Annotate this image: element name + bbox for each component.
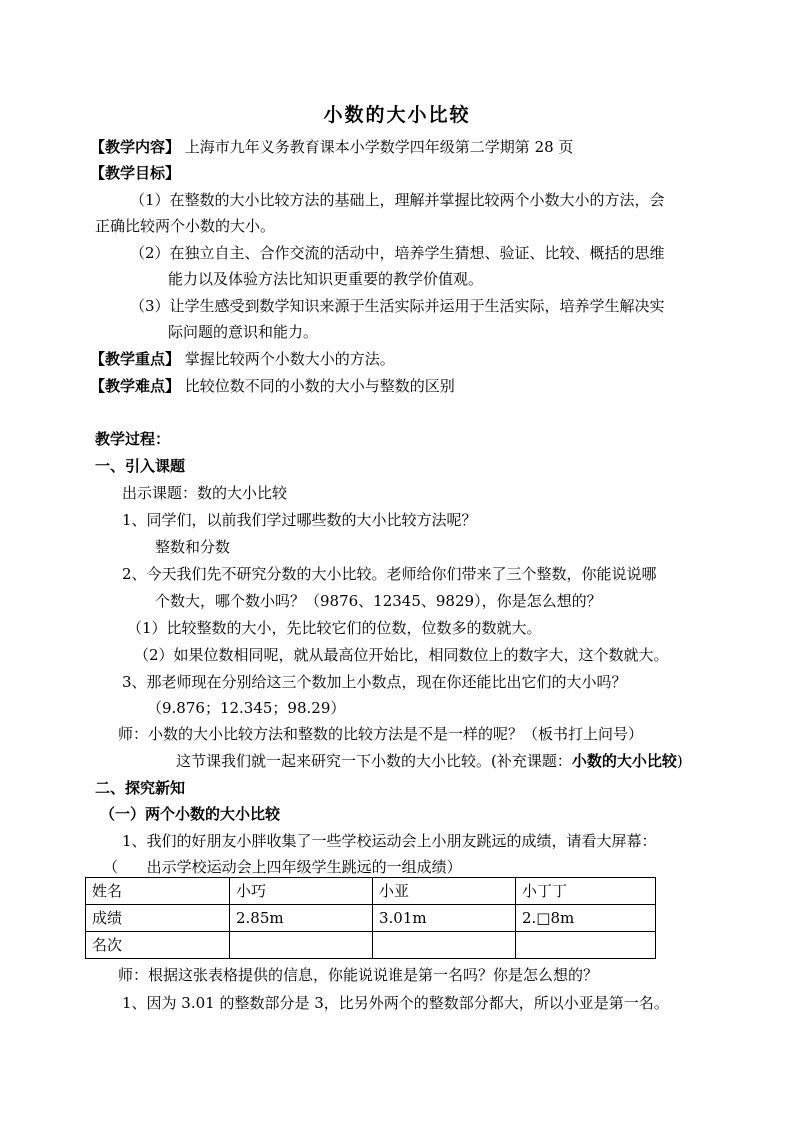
integer-rule-1: （1）比较整数的大小，先比较它们的位数，位数多的数就大。	[127, 619, 542, 637]
table-cell: 姓名	[86, 878, 230, 905]
difficulty-line	[90, 376, 455, 396]
objective-3-line-b: 际问题的意识和能力。	[168, 323, 319, 341]
table-row	[86, 905, 656, 932]
section-2-heading: 二、探究新知	[95, 779, 186, 797]
table-cell: 小巧	[230, 878, 373, 905]
question-2-line-b: 个数大，哪个数小吗？（9876、12345、9829），你是怎么想的？	[155, 592, 602, 610]
table-cell: 小丁丁	[516, 878, 656, 905]
question-1: 1、同学们，以前我们学过哪些数的大小比较方法呢？	[122, 511, 477, 529]
subsection-1-paragraph: 1、我们的好朋友小胖收集了一些学校运动会上小朋友跳远的成绩，请看大屏幕：	[122, 832, 657, 850]
table-row	[86, 878, 656, 905]
question-1-answer: 整数和分数	[155, 538, 231, 556]
table-cell: 成绩	[86, 905, 230, 932]
teaching-content-text: 上海市九年义务教育课本小学数学四年级第二学期第 28 页	[184, 138, 574, 156]
section-1-heading: 一、引入课题	[95, 457, 186, 475]
question-3-numbers: （9.876；12.345；98.29）	[147, 699, 346, 717]
integer-rule-2: （2）如果位数相同呢，就从最高位开始比，相同数位上的数字大，这个数就大。	[134, 646, 669, 664]
topic-supplement-line	[176, 751, 683, 771]
question-2-line-a: 2、今天我们先不研究分数的大小比较。老师给你们带来了三个整数，你能说说哪	[122, 565, 657, 583]
table-caption: （ 出示学校运动会上四年级学生跳远的一组成绩）	[103, 858, 462, 876]
teaching-objectives-label: 【教学目标】	[90, 164, 181, 182]
keypoint-line	[90, 349, 395, 369]
table-question: 师：根据这张表格提供的信息，你能说说谁是第一名吗？你是怎么想的？	[118, 966, 599, 984]
table-cell: 2.85m	[230, 905, 373, 932]
teacher-question: 师：小数的大小比较方法和整数的比较方法是不是一样的呢？（板书打上问号）	[118, 725, 644, 743]
difficulty-text: 比较位数不同的小数的大小与整数的区别	[184, 377, 455, 395]
table-cell: 3.01m	[373, 905, 516, 932]
objective-3-line-a: （3）让学生感受到数学知识来源于生活实际并运用于生活实际，培养学生解决实	[130, 297, 665, 315]
table-cell	[230, 932, 373, 959]
topic-supplement-suffix: )	[676, 752, 683, 770]
objective-2-line-b: 能力以及体验方法比知识更重要的教学价值观。	[168, 270, 484, 288]
question-3: 3、那老师现在分别给这三个数加上小数点，现在你还能比出它们的大小吗？	[122, 673, 627, 691]
table-cell: 2.□8m	[516, 905, 656, 932]
process-heading: 教学过程：	[95, 430, 171, 448]
objective-1-line-b: 正确比较两个小数的大小。	[95, 217, 276, 235]
objective-2-line-a: （2）在独立自主、合作交流的活动中，培养学生猜想、验证、比较、概括的思维	[130, 244, 665, 262]
long-jump-score-table	[85, 877, 656, 959]
table-cell	[516, 932, 656, 959]
topic-supplement-prefix: 这节课我们就一起来研究一下小数的大小比较。(补充课题：	[176, 752, 572, 770]
keypoint-label: 【教学重点】	[90, 350, 181, 368]
topic-supplement-bold: 小数的大小比较	[571, 752, 677, 770]
page-title: 小数的大小比较	[323, 104, 471, 126]
subsection-1-heading: （一）两个小数的大小比较	[100, 805, 281, 823]
table-row	[86, 932, 656, 959]
table-cell: 小亚	[373, 878, 516, 905]
table-answer: 1、因为 3.01 的整数部分是 3，比另外两个的整数部分都大，所以小亚是第一名。	[122, 994, 669, 1012]
difficulty-label: 【教学难点】	[90, 377, 181, 395]
teaching-content-line	[90, 137, 573, 157]
table-cell: 名次	[86, 932, 230, 959]
teaching-content-label: 【教学内容】	[90, 138, 181, 156]
keypoint-text: 掌握比较两个小数大小的方法。	[184, 350, 395, 368]
objective-1-line-a: （1）在整数的大小比较方法的基础上，理解并掌握比较两个小数大小的方法，会	[130, 191, 665, 209]
table-cell	[373, 932, 516, 959]
show-title-line: 出示课题：数的大小比较	[122, 484, 288, 502]
